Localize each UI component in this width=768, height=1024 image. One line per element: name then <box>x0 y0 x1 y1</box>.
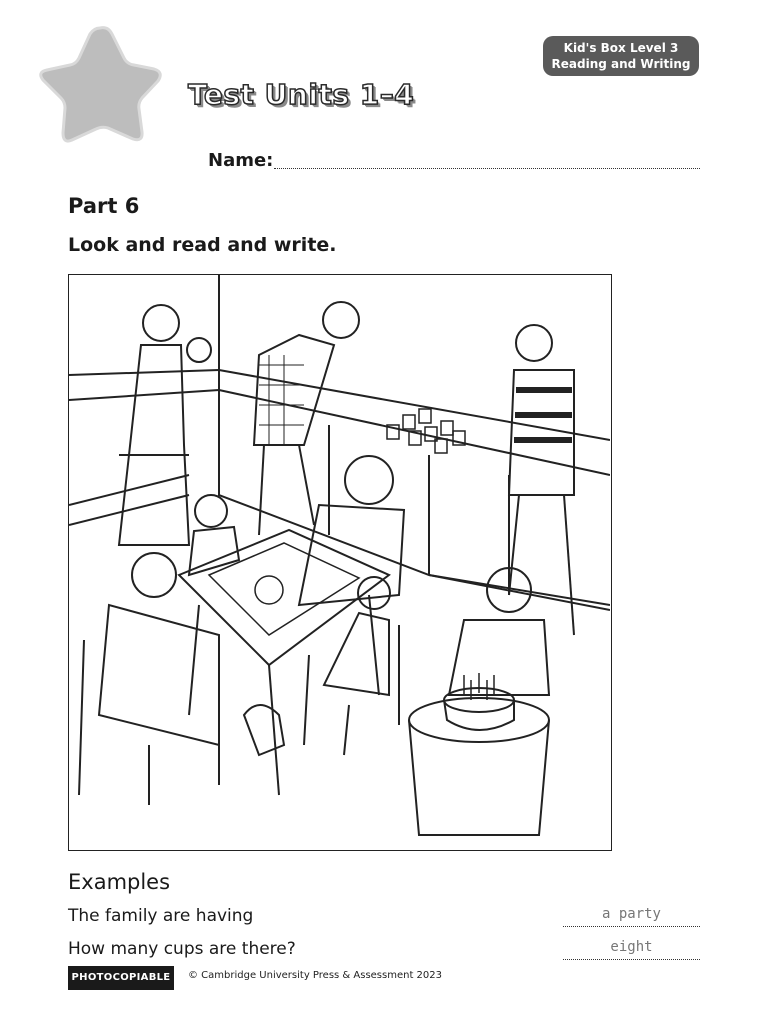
photocopiable-tag: PHOTOCOPIABLE <box>68 966 174 990</box>
examples-heading: Examples <box>68 870 171 894</box>
name-label: Name: <box>208 150 274 171</box>
part-heading: Part 6 <box>68 194 140 218</box>
page-title: Test Units 1–4 <box>188 78 415 111</box>
star-icon <box>30 20 165 145</box>
instruction: Look and read and write. <box>68 234 337 256</box>
name-answer-line[interactable] <box>274 168 700 169</box>
badge-line-2: Reading and Writing <box>551 57 691 71</box>
name-row <box>208 150 700 174</box>
level-badge <box>543 36 699 76</box>
badge-line-1: Kid's Box Level 3 <box>563 41 679 55</box>
example-question-2: How many cups are there? <box>68 939 296 959</box>
family-party-illustration <box>68 274 612 851</box>
copyright-text: © Cambridge University Press & Assessment 2023 <box>188 970 443 981</box>
example-answer-1: a party <box>563 906 700 927</box>
example-question-1: The family are having <box>68 906 254 926</box>
example-answer-2: eight <box>563 939 700 960</box>
